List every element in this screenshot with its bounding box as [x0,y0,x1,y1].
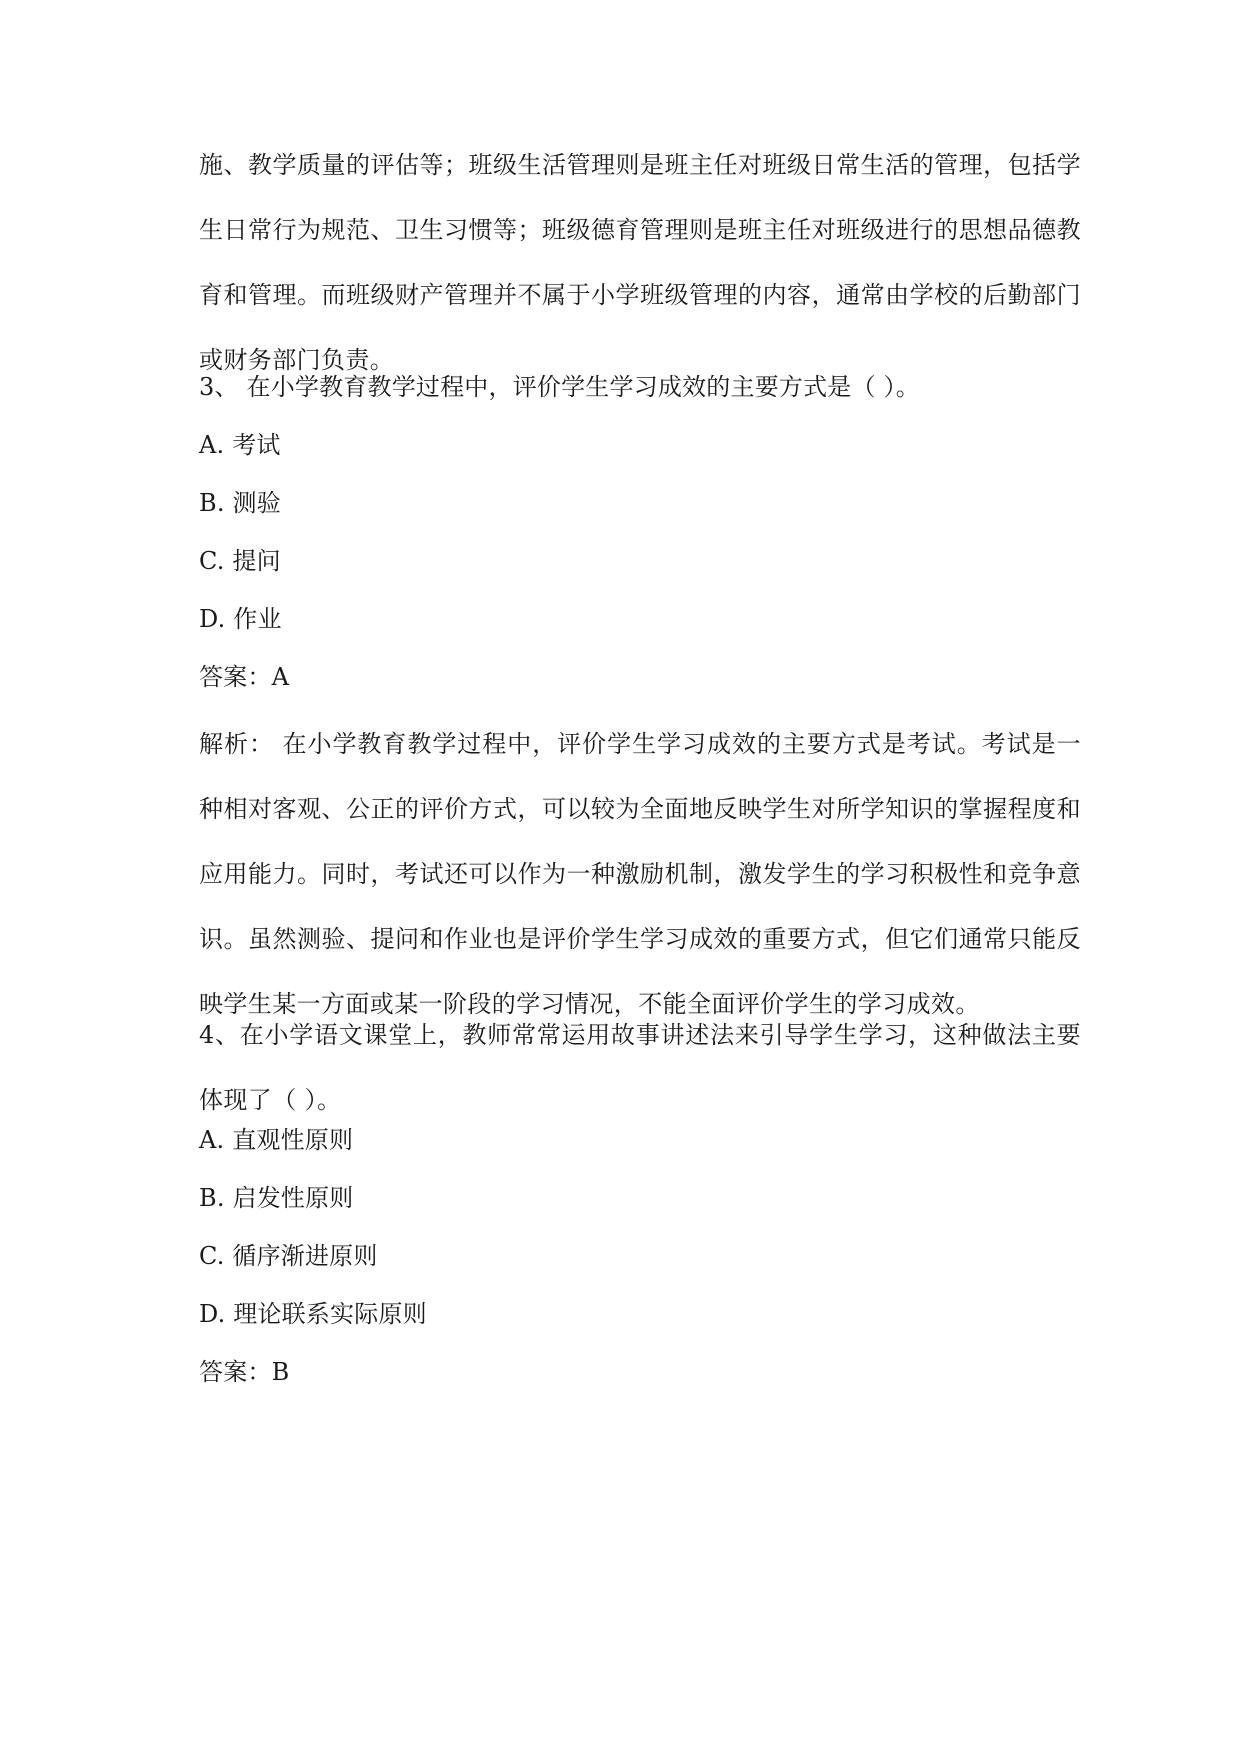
question-4-answer: 答案：B [199,1358,290,1386]
question-4-option-d: D. 理论联系实际原则 [199,1300,427,1328]
question-3-text: 3、 在小学教育教学过程中，评价学生学习成效的主要方式是（ ）。 [199,373,920,401]
question-4-text: 4、在小学语文课堂上，教师常常运用故事讲述法来引导学生学习，这种做法主要体现了（ ）。 [199,1021,1081,1114]
previous-explanation-tail: 施、教学质量的评估等；班级生活管理则是班主任对班级日常生活的管理，包括学生日常行为规范、卫生习惯等；班级德育管理则是班主任对班级进行的思想品德教育和管理。而班级财产管理并不属于小学班级管理的内容，通常由学校的后勤部门或财务部门负责。 [199,151,1081,374]
question-3-answer: 答案：A [199,663,290,691]
question-4-option-a: A. 直观性原则 [199,1126,354,1154]
question-4-option-b: B. 启发性原则 [199,1184,354,1212]
question-3-analysis: 解析： 在小学教育教学过程中，评价学生学习成效的主要方式是考试。考试是一种相对客观、公正的评价方式，可以较为全面地反映学生对所学知识的掌握程度和应用能力。同时，考试还可以作为一种激励机制，激发学生的学习积极性和竞争意识。虽然测验、提问和作业也是评价学生学习成效的重要方式，但它们通常只能反映学生某一方面或某一阶段的学习情况，不能全面评价学生的学习成效。 [199,730,1081,1018]
question-4-option-c: C. 循序渐进原则 [199,1242,378,1270]
question-3-option-d: D. 作业 [199,605,282,633]
question-3-option-a: A. 考试 [199,431,281,459]
question-3-option-c: C. 提问 [199,547,281,575]
question-3-option-b: B. 测验 [199,489,281,517]
